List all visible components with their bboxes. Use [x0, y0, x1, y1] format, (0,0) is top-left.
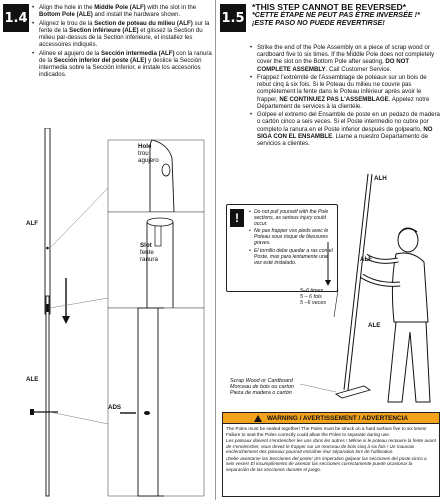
- column-divider: [215, 0, 216, 500]
- instruction-en: • Strike the end of the Pole Assembly on a piece of scrap wood or cardboard five to six times. If the Middle Pole does not completely cover the slot on the Bottom Pole after seating, DO NOT COMPLETE ASSEMBLY. Call Customer Service.: [250, 44, 440, 73]
- irreversible-warning: *THIS STEP CANNOT BE REVERSED* *CETTE ÉTAPE NE PEUT PAS ÊTRE INVERSÉE !* ¡ESTE PASO NO PUEDE REVERTIRSE!: [252, 2, 420, 28]
- step-1-4-column: [0, 0, 214, 500]
- ale-label: ALE: [368, 322, 381, 329]
- strike-count-label: 5–6 times 5 – 6 fois 5 –6 veces: [300, 288, 327, 307]
- warning-body: The Poles must be sealed together! The Poles must be struck on a hard surface five to six times! Failure to seat the Poles correctly could allow the Poles to separate during use. Les poteaux doivent s'enclencher les uns dans les autres ! Même si le poteau recouvre la fente avant de s'enclencher, vous devez le frapper sur un morceau de bois cinq à six fois ! Un mauvais enclenchement des poteaux pourrait entraîner leur séparation lors de l'utilisation. ¡Debe asentarse las Secciones del poste! ¡Es imperativo golpear las secciones del poste cinco a seis veces! El incumplimiento de asentar las secciones correctamente puede ocasionar la separación de las secciones durante el juego.: [226, 426, 436, 472]
- instruction-en: • Align the hole in the Middle Pole (ALF) with the slot in the Bottom Pole (ALE) and install the hardware shown.: [32, 4, 212, 18]
- ale-label: ALE: [26, 376, 39, 383]
- alf-label: ALF: [360, 256, 373, 263]
- hole-label: Hole trou agujero: [138, 143, 159, 164]
- caution-box: ! • Do not pull yourself with the Pole sections, as serious injury could occur. • Ne pas frapper vos pieds avec le Poteau sous risque de blessures graves. • El tornillo debe quedar a ras con el Poste, mas para lentamente una vez esté instalado.: [226, 204, 338, 292]
- warning-box: [222, 412, 440, 497]
- step-number-badge: 1.5: [220, 4, 246, 32]
- slot-label: Slot fente ranura: [140, 242, 158, 263]
- warning-bar: WARNING / AVERTISSEMENT / ADVERTENCIA: [223, 413, 439, 424]
- step-1-5-instructions: [250, 44, 440, 148]
- instruction-es: • Golpee el extremo del Ensamble de poste en un pedazo de madera o cartón cinco a seis veces. Si el Poste intermedio no cubre por completo la ranura en el Poste inferior después de golpearlo, NO SIGA CON EL ENSAMBLE. Llame a nuestro Departamento de servicios a clientes.: [250, 111, 440, 147]
- exclamation-icon: !: [230, 209, 244, 227]
- alf-label: ALF: [26, 220, 39, 227]
- step-1-4-instructions: [32, 4, 212, 80]
- pole-assembly-diagram: [0, 128, 214, 500]
- ads-label: ADS: [108, 404, 122, 411]
- pole-strike-illustration: [218, 172, 443, 408]
- step-1-5-column: [218, 0, 443, 500]
- alh-label: ALH: [374, 175, 387, 182]
- instruction-fr: • Alignez le trou de la Section de poteau du milieu (ALF) sur la fente de la Section inférieure (ALE) et glissez la Section du milieu par-dessus de la Section inférieure, et installez les accessoires indiqués.: [32, 20, 212, 49]
- instruction-fr: • Frappez l'extrémité de l'Assemblage de poteaux sur un bois de rebut cinq à six fois. Si le Poteau du milieu ne couvre pas complètement la fente dans le Poteau inférieur après avoir le frapper, NE CONTINUEZ PAS L'ASSEMBLAGE. Appelez notre Département de services à la clientèle.: [250, 74, 440, 110]
- warning-triangle-icon: [254, 415, 262, 422]
- step-number-badge: 1.4: [3, 4, 29, 32]
- scrap-wood-label: Scrap Wood or Cardboard Morceau de bois ou carton Pieza de madera o cartón: [230, 378, 294, 397]
- instruction-es: • Alinee el agujero de la Sección intermedia (ALF) con la ranura de la Sección inferior del poste (ALE) y deslice la Sección intermedia sobre la Sección inferior, e instale los accesorios indicados.: [32, 50, 212, 79]
